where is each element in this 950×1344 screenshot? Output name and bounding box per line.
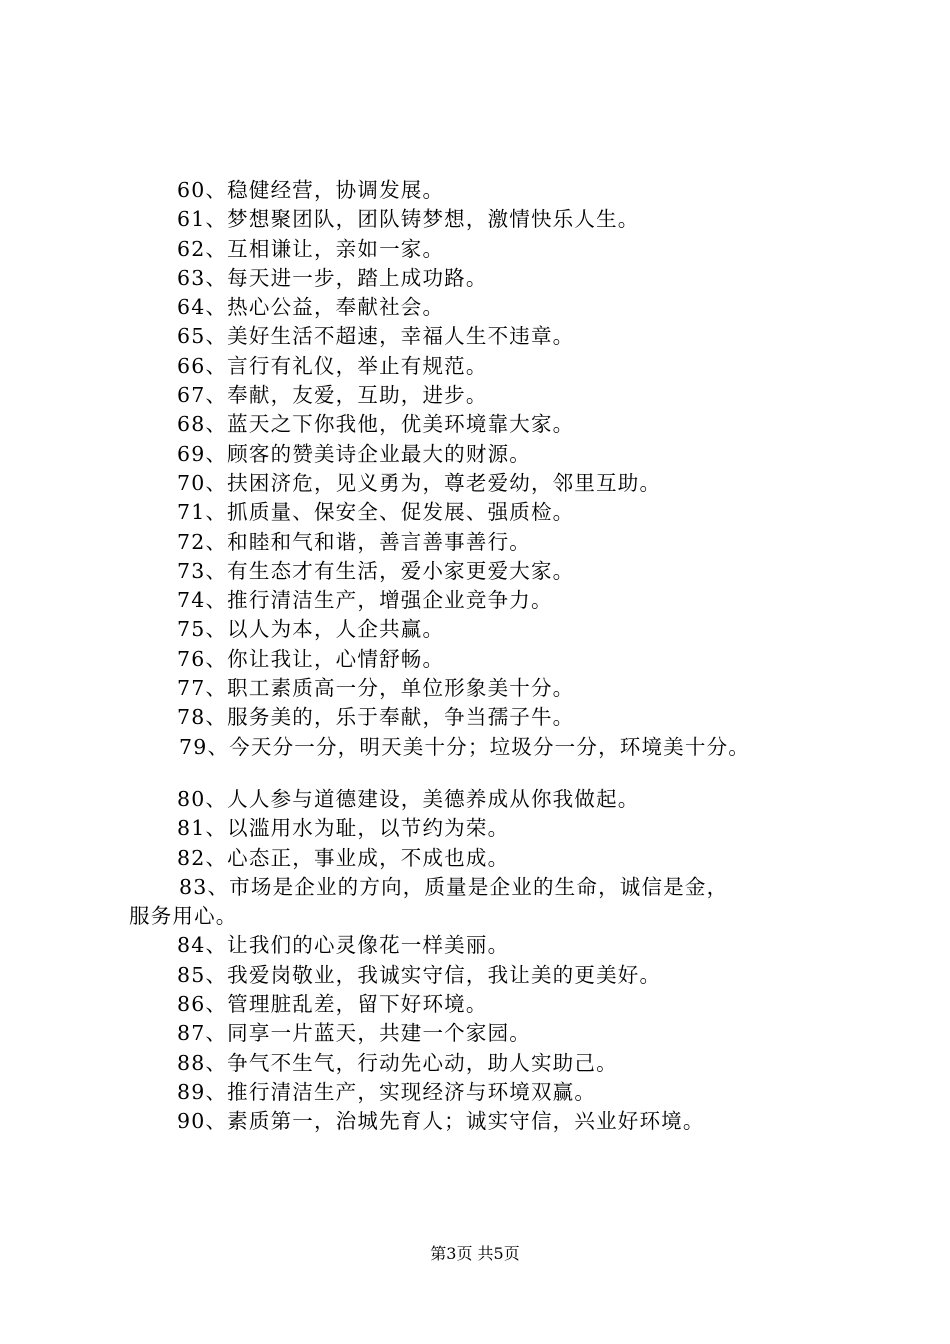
- slogan-line: 88、争气不生气，行动先心动，助人实助己。: [177, 1050, 618, 1075]
- page-number-footer: 第3页 共5页: [430, 1244, 520, 1263]
- slogan-line: 61、梦想聚团队，团队铸梦想，激情快乐人生。: [177, 207, 640, 232]
- slogan-line: 74、推行清洁生产，增强企业竞争力。: [177, 588, 553, 613]
- slogan-line: 64、热心公益，奉献社会。: [177, 295, 445, 320]
- slogan-line: 86、管理脏乱差，留下好环境。: [177, 992, 488, 1017]
- slogan-line: 89、推行清洁生产，实现经济与环境双赢。: [177, 1079, 597, 1104]
- slogan-line: 77、职工素质高一分，单位形象美十分。: [177, 676, 575, 701]
- slogan-line: 60、稳健经营，协调发展。: [177, 178, 445, 202]
- slogan-line: 82、心态正，事业成，不成也成。: [177, 845, 510, 870]
- slogan-line: 80、人人参与道德建设，美德养成从你我做起。: [177, 786, 640, 811]
- slogan-line: 76、你让我让，心情舒畅。: [177, 646, 445, 671]
- slogan-line: 85、我爱岗敬业，我诚实守信，我让美的更美好。: [177, 962, 662, 987]
- slogan-line: 62、互相谦让，亲如一家。: [177, 236, 445, 261]
- slogan-line: 72、和睦和气和谐，善言善事善行。: [177, 529, 531, 554]
- slogan-line: 71、抓质量、保安全、促发展、强质检。: [177, 500, 575, 525]
- slogan-line: 84、让我们的心灵像花一样美丽。: [177, 933, 510, 958]
- slogan-line: 65、美好生活不超速，幸福人生不违章。: [177, 324, 575, 349]
- slogan-line-continuation: 服务用心。: [129, 904, 238, 929]
- slogan-line: 73、有生态才有生活，爱小家更爱大家。: [177, 558, 575, 583]
- slogan-list: [129, 176, 839, 1137]
- slogan-line: 67、奉献，友爱，互助，进步。: [177, 383, 488, 408]
- slogan-line: 66、言行有礼仪，举止有规范。: [177, 353, 488, 378]
- slogan-line: 63、每天进一步，踏上成功路。: [177, 265, 488, 290]
- slogan-line: 87、同享一片蓝天，共建一个家园。: [177, 1021, 531, 1046]
- slogan-line: 79、今天分一分，明天美十分；垃圾分一分，环境美十分。: [179, 734, 750, 759]
- slogan-line: 83、市场是企业的方向，质量是企业的生命，诚信是金，: [179, 874, 729, 899]
- slogan-line: 69、顾客的赞美诗企业最大的财源。: [177, 441, 531, 466]
- slogan-line: 90、素质第一，治城先育人；诚实守信，兴业好环境。: [177, 1109, 705, 1134]
- slogan-line: 81、以滥用水为耻，以节约为荣。: [177, 816, 510, 841]
- slogan-line: 68、蓝天之下你我他，优美环境靠大家。: [177, 412, 575, 437]
- slogan-line: 75、以人为本，人企共赢。: [177, 617, 445, 642]
- slogan-line: 70、扶困济危，见义勇为，尊老爱幼，邻里互助。: [177, 470, 662, 495]
- slogan-line: 78、服务美的，乐于奉献，争当孺子牛。: [177, 705, 575, 730]
